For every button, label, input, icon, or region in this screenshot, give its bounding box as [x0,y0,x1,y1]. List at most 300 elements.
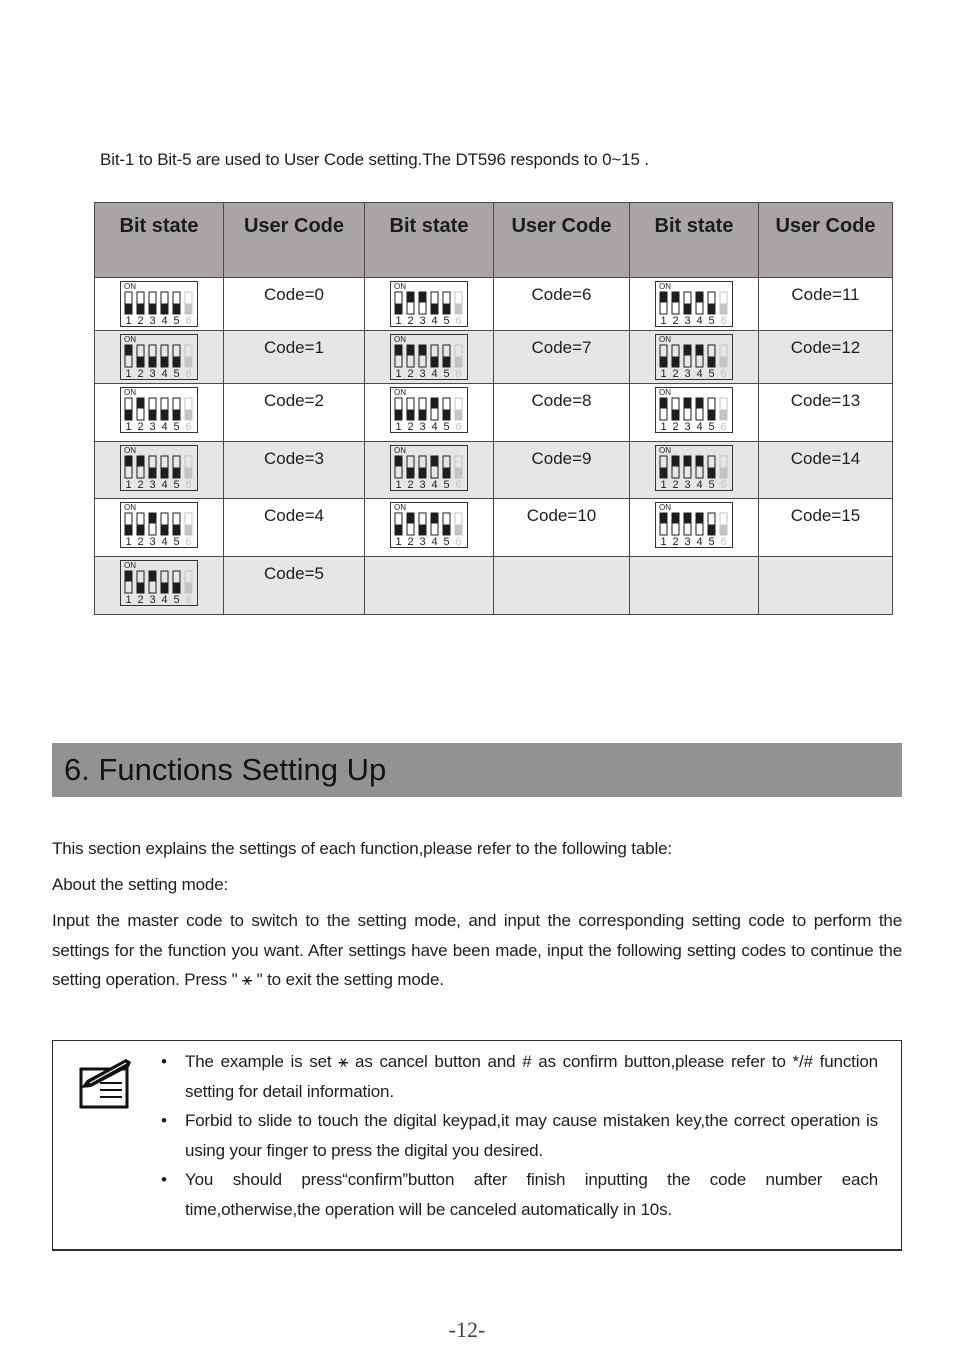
dip-switch-lever-off [443,525,450,535]
dip-switch-1 [660,513,667,535]
dip-switch-lever-off [395,410,402,420]
note-item-text: You should press“confirm”button after finish inputting the code number each time,otherwise,the operation will be canceled automatically in 10s. [185,1170,878,1219]
dip-switch-number: 1 [660,368,667,380]
dip-switch-number: 5 [173,315,180,327]
dip-switch-number: 3 [684,536,691,548]
dip-switch-3 [684,456,691,478]
dip-switch-number: 1 [125,368,132,380]
dip-switch-diagram [390,387,468,433]
column-header-bit-state: Bit state [95,203,224,278]
section-title: 6. Functions Setting Up [64,752,387,787]
dip-switch-lever-on [684,346,691,356]
dip-switch-number: 1 [125,594,132,606]
table-row [95,278,893,331]
dip-switch-3 [419,456,426,478]
dip-switch-lever-off [455,468,462,478]
dip-switch-lever-on [684,514,691,524]
intro-paragraph: This section explains the settings of each function,please refer to the following table: [52,839,672,858]
dip-switch-diagram [120,502,198,548]
dip-switch-6 [720,345,727,367]
dip-switch-1 [125,292,132,314]
dip-switch-number: 3 [149,536,156,548]
dip-switch-4 [431,456,438,478]
bit-state-cell [630,384,759,442]
note-pen-icon [78,1056,132,1110]
dip-switch-diagram [390,281,468,327]
dip-switch-number: 5 [173,479,180,491]
dip-switch-number: 4 [161,368,168,380]
dip-switch-number: 4 [431,536,438,548]
dip-switch-number: 2 [137,536,144,548]
dip-switch-lever-off [455,304,462,314]
dip-switch-number: 6 [455,368,462,380]
dip-switch-lever-off [708,468,715,478]
dip-switch-2 [137,571,144,593]
bit-state-cell [630,442,759,499]
dip-switch-number: 3 [419,536,426,548]
user-code-value: Code=8 [494,384,630,442]
dip-on-label: ON [124,561,136,570]
page-number: -12- [448,1317,486,1342]
dip-switch-1 [395,345,402,367]
table-row [95,499,893,557]
bit-state-cell [95,331,224,384]
dip-switch-lever-off [419,525,426,535]
dip-on-label: ON [124,335,136,344]
user-code-value: Code=4 [224,499,365,557]
dip-switch-2 [672,456,679,478]
note-item-text: Forbid to slide to touch the digital keypad,it may cause mistaken key,the correct operation is using your finger to press the digital you desired. [185,1111,878,1160]
dip-switch-lever-on [431,514,438,524]
dip-switch-lever-on [431,457,438,467]
dip-on-label: ON [124,388,136,397]
dip-switch-3 [149,456,156,478]
dip-switch-lever-off [708,304,715,314]
dip-switch-lever-off [137,525,144,535]
dip-switch-2 [672,513,679,535]
dip-switch-lever-on [395,346,402,356]
bit-state-cell [95,278,224,331]
dip-switch-3 [684,513,691,535]
dip-switch-4 [431,398,438,420]
dip-switch-lever-off [720,410,727,420]
dip-switch-lever-off [419,410,426,420]
dip-switch-6 [185,456,192,478]
section-header [52,743,902,797]
dip-switch-number: 2 [137,594,144,606]
dip-switch-number: 6 [185,315,192,327]
dip-switch-5 [173,571,180,593]
dip-switch-number: 3 [684,421,691,433]
dip-switch-3 [684,398,691,420]
dip-switch-lever-off [149,357,156,367]
dip-switch-lever-off [161,410,168,420]
bit-state-cell [365,499,494,557]
dip-on-label: ON [394,282,406,291]
dip-switch-lever-off [161,357,168,367]
dip-switch-6 [455,398,462,420]
note-item-text: The example is set ⚹ as cancel button and # as confirm button,please refer to */# function setting for detail information. [185,1052,878,1101]
user-code-value: Code=10 [494,499,630,557]
dip-switch-number: 4 [696,536,703,548]
bit-state-cell [630,278,759,331]
dip-switch-2 [672,292,679,314]
dip-switch-lever-off [185,304,192,314]
dip-switch-1 [660,345,667,367]
dip-switch-4 [161,456,168,478]
dip-switch-2 [672,345,679,367]
bit-state-cell [630,331,759,384]
dip-switch-3 [149,398,156,420]
dip-switch-number: 2 [672,479,679,491]
dip-switch-diagram [120,387,198,433]
dip-switch-number: 3 [419,421,426,433]
dip-on-label: ON [124,503,136,512]
dip-switch-3 [149,571,156,593]
dip-switch-lever-off [443,357,450,367]
bit-state-cell [365,278,494,331]
dip-switch-number: 2 [672,536,679,548]
dip-switch-5 [708,345,715,367]
dip-switch-number: 1 [125,536,132,548]
note-item [161,1165,878,1224]
dip-switch-number: 5 [173,421,180,433]
dip-switch-lever-off [137,304,144,314]
dip-switch-lever-off [407,410,414,420]
dip-switch-number: 1 [395,536,402,548]
dip-switch-1 [395,398,402,420]
dip-switch-number: 5 [708,479,715,491]
dip-switch-number: 2 [407,421,414,433]
dip-switch-lever-on [125,572,132,582]
dip-switch-6 [720,456,727,478]
dip-switch-4 [696,456,703,478]
dip-switch-number: 6 [720,368,727,380]
dip-switch-number: 6 [455,315,462,327]
dip-switch-lever-off [443,468,450,478]
table-header-row [95,203,893,278]
dip-switch-lever-off [173,468,180,478]
dip-switch-number: 3 [419,315,426,327]
dip-switch-lever-off [149,468,156,478]
user-code-value: Code=2 [224,384,365,442]
dip-switch-4 [161,513,168,535]
dip-switch-3 [419,398,426,420]
dip-switch-lever-off [455,410,462,420]
note-box [52,1040,902,1251]
column-header-user-code: User Code [224,203,365,278]
dip-switch-lever-off [149,410,156,420]
bit-state-cell [365,331,494,384]
dip-switch-lever-off [125,525,132,535]
dip-switch-number: 3 [149,315,156,327]
user-code-value: Code=9 [494,442,630,499]
dip-switch-lever-off [149,304,156,314]
dip-switch-number: 1 [660,479,667,491]
dip-switch-3 [419,513,426,535]
user-code-value: Code=7 [494,331,630,384]
dip-switch-number: 1 [395,421,402,433]
dip-switch-diagram [655,387,733,433]
dip-switch-lever-off [443,410,450,420]
dip-switch-number: 2 [137,421,144,433]
dip-switch-lever-on [395,457,402,467]
dip-switch-number: 4 [696,421,703,433]
dip-switch-number: 2 [137,479,144,491]
table-row [95,557,893,615]
dip-switch-number: 6 [455,536,462,548]
dip-switch-5 [708,398,715,420]
table-body [95,278,893,615]
user-code-value: Code=3 [224,442,365,499]
dip-switch-6 [455,345,462,367]
dip-switch-2 [137,513,144,535]
setting-mode-paragraph: Input the master code to switch to the setting mode, and input the corresponding setting code to perform the settings for the function you want. After settings have been made, input the following setting codes to continue the setting operation. Press " ⚹ " to exit the setting mode. [52,911,902,989]
dip-switch-lever-off [455,357,462,367]
dip-switch-number: 2 [137,315,144,327]
dip-on-label: ON [659,282,671,291]
dip-switch-lever-off [720,304,727,314]
dip-switch-lever-on [137,399,144,409]
dip-switch-4 [161,571,168,593]
dip-switch-lever-off [137,583,144,593]
dip-switch-2 [137,398,144,420]
user-code-table [94,202,893,615]
dip-switch-lever-on [125,346,132,356]
dip-switch-number: 5 [708,315,715,327]
dip-switch-2 [672,398,679,420]
dip-switch-lever-on [431,399,438,409]
dip-switch-number: 3 [684,479,691,491]
dip-on-label: ON [659,503,671,512]
section-body [52,834,902,995]
dip-switch-4 [696,345,703,367]
dip-on-label: ON [394,503,406,512]
dip-switch-number: 4 [161,479,168,491]
bullet: • [161,1052,167,1071]
dip-switch-lever-off [443,304,450,314]
dip-switch-lever-off [185,410,192,420]
dip-switch-5 [173,345,180,367]
dip-switch-lever-off [672,410,679,420]
dip-switch-lever-off [708,357,715,367]
dip-switch-number: 4 [696,479,703,491]
note-item [161,1106,878,1165]
dip-switch-5 [173,456,180,478]
dip-switch-lever-on [407,514,414,524]
dip-switch-number: 4 [696,315,703,327]
dip-switch-1 [395,456,402,478]
dip-switch-lever-off [720,468,727,478]
dip-switch-diagram [120,560,198,606]
dip-switch-lever-on [660,514,667,524]
dip-switch-number: 1 [395,368,402,380]
dip-switch-lever-off [720,525,727,535]
dip-on-label: ON [659,388,671,397]
dip-switch-4 [431,345,438,367]
dip-switch-number: 4 [431,368,438,380]
dip-switch-number: 3 [149,594,156,606]
dip-switch-lever-on [660,293,667,303]
dip-switch-number: 6 [185,479,192,491]
dip-switch-3 [419,345,426,367]
dip-switch-number: 3 [149,421,156,433]
dip-switch-3 [149,345,156,367]
dip-switch-number: 5 [443,421,450,433]
note-list [161,1047,878,1224]
dip-switch-number: 5 [443,536,450,548]
dip-switch-lever-off [173,583,180,593]
dip-switch-number: 4 [431,479,438,491]
dip-switch-3 [149,513,156,535]
dip-switch-lever-on [125,457,132,467]
user-code-value: Code=14 [759,442,893,499]
dip-switch-number: 4 [161,594,168,606]
user-code-value: Code=15 [759,499,893,557]
dip-switch-lever-off [161,468,168,478]
dip-switch-number: 6 [185,421,192,433]
dip-switch-lever-on [660,399,667,409]
dip-switch-number: 4 [161,536,168,548]
dip-on-label: ON [394,388,406,397]
bullet: • [161,1111,167,1130]
column-header-bit-state: Bit state [365,203,494,278]
dip-switch-4 [696,292,703,314]
dip-switch-4 [161,398,168,420]
bit-state-cell [95,384,224,442]
dip-switch-lever-on [696,514,703,524]
dip-switch-6 [185,571,192,593]
dip-switch-1 [660,456,667,478]
dip-switch-number: 2 [137,368,144,380]
user-code-value: Code=13 [759,384,893,442]
dip-switch-number: 6 [455,421,462,433]
column-header-bit-state: Bit state [630,203,759,278]
dip-switch-lever-off [660,468,667,478]
dip-switch-diagram [655,445,733,491]
dip-switch-5 [443,398,450,420]
dip-switch-number: 6 [720,421,727,433]
dip-switch-lever-on [407,293,414,303]
dip-switch-number: 5 [708,368,715,380]
table-row [95,442,893,499]
dip-switch-lever-off [395,525,402,535]
dip-switch-number: 6 [185,594,192,606]
dip-switch-number: 2 [407,315,414,327]
dip-switch-3 [419,292,426,314]
dip-switch-4 [696,398,703,420]
dip-switch-diagram [120,445,198,491]
dip-switch-number: 5 [173,368,180,380]
dip-switch-5 [173,513,180,535]
dip-switch-5 [173,398,180,420]
dip-switch-lever-off [161,583,168,593]
dip-switch-5 [708,292,715,314]
dip-switch-3 [149,292,156,314]
empty-cell [630,557,759,615]
user-code-value: Code=11 [759,278,893,331]
dip-on-label: ON [659,446,671,455]
dip-switch-number: 4 [161,315,168,327]
dip-switch-lever-on [696,457,703,467]
dip-switch-number: 5 [443,479,450,491]
dip-switch-5 [443,456,450,478]
dip-switch-1 [125,398,132,420]
dip-switch-number: 1 [660,536,667,548]
dip-switch-lever-off [173,525,180,535]
dip-switch-number: 6 [720,536,727,548]
dip-switch-6 [455,513,462,535]
dip-switch-2 [407,292,414,314]
user-code-value: Code=0 [224,278,365,331]
dip-switch-lever-on [684,457,691,467]
dip-switch-lever-off [125,304,132,314]
dip-switch-1 [125,345,132,367]
note-item [161,1047,878,1106]
empty-cell [759,557,893,615]
dip-switch-number: 4 [431,421,438,433]
empty-cell [494,557,630,615]
dip-switch-number: 3 [684,368,691,380]
dip-switch-2 [137,345,144,367]
dip-switch-1 [125,513,132,535]
bit-state-cell [95,557,224,615]
dip-switch-lever-on [696,399,703,409]
dip-switch-2 [407,456,414,478]
dip-switch-6 [185,345,192,367]
dip-switch-number: 4 [431,315,438,327]
dip-switch-number: 2 [407,368,414,380]
dip-switch-number: 2 [407,536,414,548]
dip-switch-number: 1 [660,315,667,327]
dip-switch-number: 1 [395,479,402,491]
dip-switch-lever-off [185,583,192,593]
dip-switch-6 [185,513,192,535]
user-code-value: Code=1 [224,331,365,384]
dip-switch-number: 2 [672,421,679,433]
dip-switch-6 [720,513,727,535]
dip-switch-lever-off [185,357,192,367]
dip-switch-6 [720,398,727,420]
dip-switch-lever-off [431,304,438,314]
dip-switch-number: 3 [419,368,426,380]
dip-switch-lever-off [125,410,132,420]
dip-switch-number: 6 [720,479,727,491]
dip-switch-lever-off [173,304,180,314]
dip-on-label: ON [124,282,136,291]
dip-switch-lever-on [149,572,156,582]
dip-switch-lever-on [137,457,144,467]
dip-switch-lever-on [672,457,679,467]
table-row [95,331,893,384]
user-code-value: Code=12 [759,331,893,384]
dip-switch-1 [125,571,132,593]
dip-switch-1 [395,292,402,314]
user-code-value: Code=6 [494,278,630,331]
dip-switch-number: 5 [443,315,450,327]
dip-switch-lever-off [660,357,667,367]
dip-switch-lever-off [185,468,192,478]
dip-switch-lever-on [419,293,426,303]
empty-cell [365,557,494,615]
dip-switch-6 [720,292,727,314]
dip-switch-5 [443,345,450,367]
dip-switch-4 [431,292,438,314]
dip-switch-6 [455,456,462,478]
intro-text: Bit-1 to Bit-5 are used to User Code setting.The DT596 responds to 0~15 . [100,150,649,169]
dip-switch-number: 6 [720,315,727,327]
dip-switch-number: 1 [125,421,132,433]
